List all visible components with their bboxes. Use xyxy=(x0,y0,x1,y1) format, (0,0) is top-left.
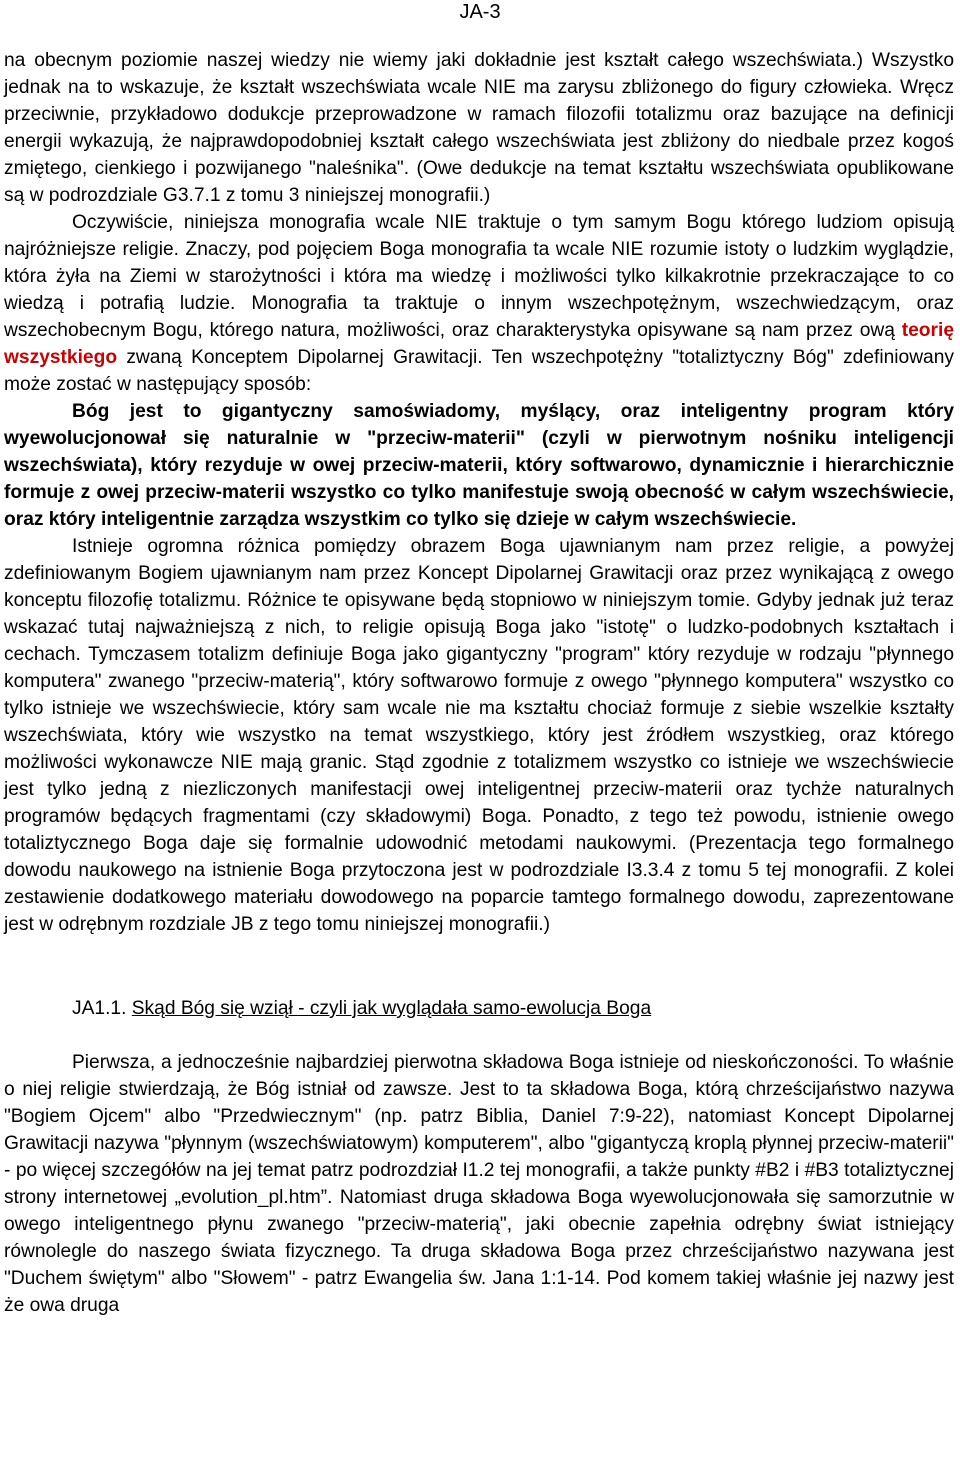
section-number: JA1.1. xyxy=(72,998,127,1019)
section-heading xyxy=(4,995,954,1022)
spacer xyxy=(4,938,954,995)
spacer xyxy=(4,1022,954,1049)
god-definition-paragraph: Bóg jest to gigantyczny samoświadomy, myślący, oraz inteligentny program który wyewolucjonował się naturalnie w "przeciw-materii" (czyli w pierwotnym nośniku inteligencji wszechświata), który rezyduje w owej przeciw-materii, który softwarowo, dynamicznie i hierarchicznie formuje z owej przeciw-materii wszystko co tylko manifestuje swoją obecność w całym wszechświecie, oraz który inteligentnie zarządza wszystkim co tylko się dzieje w całym wszechświecie. xyxy=(4,401,954,530)
theory-of-everything-highlight: teorię wszystkiego xyxy=(4,320,954,368)
document-body xyxy=(4,47,954,1319)
paragraph-text: Oczywiście, niniejsza monografia wcale NIE traktuje o tym samym Bogu którego ludziom opisują najróżniejsze religie. Znaczy, pod pojęciem Boga monografia ta wcale NIE rozumie istoty o ludzkim wyglądzie, która żyła na Ziemi w starożytności i która ma wiedzę i możliwości tylko kilkakrotnie przekraczające to co wiedzą i potrafią ludzie. Monografia ta traktuje o innym wszechpotężnym, wszechwiedzącym, oraz wszechobecnym Bogu, którego natura, możliwości, oraz charakterystyka opisywane są nam przez ową xyxy=(4,212,954,341)
section-title: Skąd Bóg się wziął - czyli jak wyglądała samo-ewolucja Boga xyxy=(131,998,652,1019)
paragraph-text: zwaną Konceptem Dipolarnej Grawitacji. Ten wszechpotężny "totaliztyczny Bóg" zdefiniowany może zostać w następujący sposób: xyxy=(4,347,954,395)
paragraph-first-component: Pierwsza, a jednocześnie najbardziej pierwotna składowa Boga istnieje od nieskończoności. To właśnie o niej religie stwierdzają, że Bóg istniał od zawsze. Jest to ta składowa Boga, którą chrześcijaństwo nazywa "Bogiem Ojcem" albo "Przedwiecznym" (np. patrz Biblia, Daniel 7:9-22), natomiast Koncept Dipolarnej Grawitacji nazywa "płynnym (wszechświatowym) komputerem", albo "gigantyczą kroplą płynnej przeciw-materii" - po więcej szczegółów na jej temat patrz podrozdział I1.2 tej monografii, a także punkty #B2 i #B3 totaliztycznej strony internetowej „evolution_pl.htm”. Natomiast druga składowa Boga wyewolucjonowała się samorzutnie w owego inteligentnego płynu zwanego "przeciw-materią", jaki obecnie zapełnia odrębny świat istniejący równolegle do naszego świata fizycznego. Ta druga składowa Boga przez chrześcijaństwo nazywana jest "Duchem świętym" albo "Słowem" - patrz Ewangelia św. Jana 1:1-14. Pod komem takiej właśnie jej nazwy jest że owa druga xyxy=(4,1052,954,1316)
paragraph-continuation: na obecnym poziomie naszej wiedzy nie wiemy jaki dokładnie jest kształt całego wszechświata.) Wszystko jednak na to wskazuje, że kształt wszechświata wcale NIE ma zarysu zbliżonego do figury człowieka. Wręcz przeciwnie, przykładowo dodukcje przeprowadzone w ramach filozofii totalizmu oraz bazujące na definicji energii wykazują, że najprawdopodobniej kształt całego wszechświata jest zbliżony do niedbale przez kogoś zmiętego, cienkiego i pozwijanego "naleśnika". (Owe dedukcje na temat kształtu wszechświata opublikowane są w podrozdziale G3.7.1 z tomu 3 niniejszej monografii.) xyxy=(4,50,954,206)
page-header-label: JA-3 xyxy=(459,1,501,23)
paragraph-monograph-scope xyxy=(4,209,954,398)
paragraph-differences: Istnieje ogromna różnica pomiędzy obrazem Boga ujawnianym nam przez religie, a powyżej zdefiniowanym Bogiem ujawnianym nam przez Koncept Dipolarnej Grawitacji oraz przez wynikającą z owego konceptu filozofię totalizmu. Różnice te opisywane będą stopniowo w niniejszym tomie. Gdyby jednak już teraz wskazać tutaj najważniejszą z nich, to religie opisują Boga jako "istotę" o ludzko-podobnych kształtach i cechach. Tymczasem totalizm definiuje Boga jako gigantyczny "program" który rezyduje w rodzaju "płynnego komputera" zwanego "przeciw-materią", który softwarowo formuje z owego "płynnego komputera" wszystko co tylko istnieje we wszechświecie, który sam wcale nie ma kształtu chociaż formuje z siebie wszelkie kształty wszechświata, który wie wszystko na temat wszystkiego, który jest źródłem wszystkieg, oraz którego możliwości wykonawcze NIE mają granic. Stąd zgodnie z totalizmem wszystko co istnieje we wszechświecie jest tylko jedną z niezliczonych manifestacji owej inteligentnej przeciw-materii oraz tychże naturalnych programów będących fragmentami (czy składowymi) Boga. Ponadto, z tego też powodu, istnienie owego totaliztycznego Boga daje się formalnie udowodnić metodami naukowymi. (Prezentacja tego formalnego dowodu naukowego na istnienie Boga przytoczona jest w podrozdziale I3.3.4 z tomu 5 tej monografii. Z kolei zestawienie dodatkowego materiału dowodowego na poparcie tamtego formalnego dowodu, zaprezentowane jest w odrębnym rozdziale JB z tego tomu niniejszej monografii.) xyxy=(4,536,954,935)
